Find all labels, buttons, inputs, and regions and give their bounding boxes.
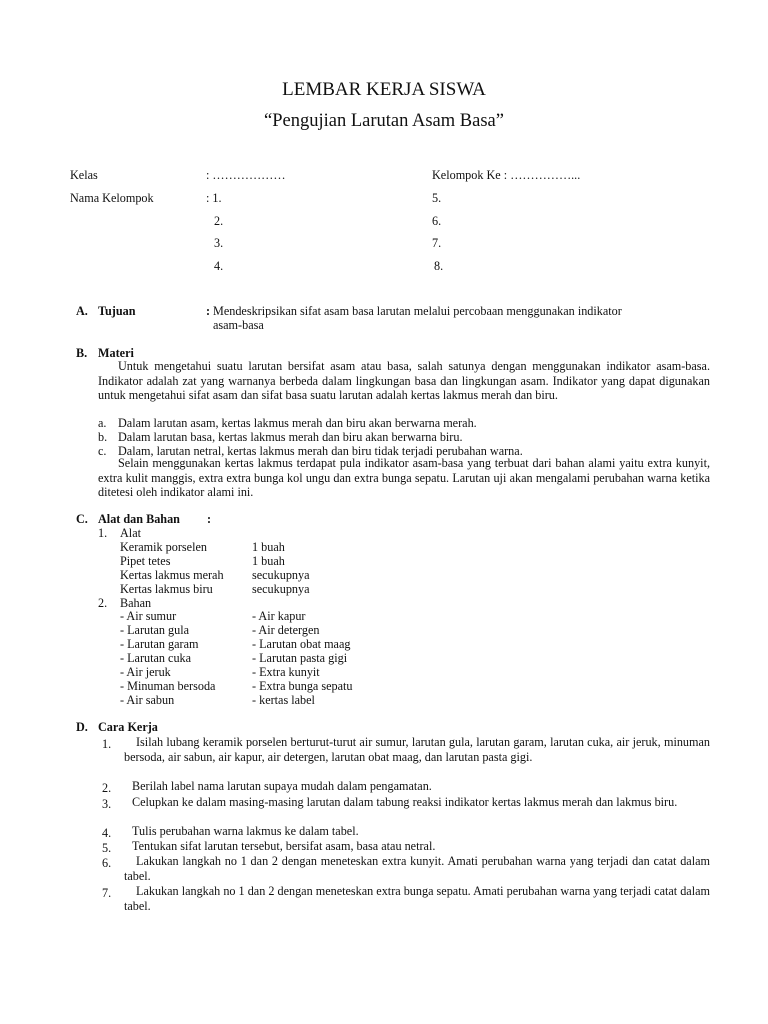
list-marker: b. (98, 430, 108, 444)
list-item: Dalam larutan basa, kertas lakmus merah dan biru akan berwarna biru. (118, 430, 463, 444)
alat-name: Kertas lakmus merah (120, 568, 224, 582)
list-marker: 2. (98, 596, 108, 610)
bahan-item: - Larutan gula (120, 623, 190, 637)
materi-paragraph: Untuk mengetahui suatu larutan bersifat asam atau basa, salah satunya dengan menggunakan indikator asam-basa. Indikator adalah zat yang warnanya berbeda dalam lingkungan basa dan lingkungan asam. Indikator yang dapat digunakan untuk mengetahui sifat asam dan sifat basa suatu larutan adalah kertas lakmus merah dan biru. (98, 359, 710, 403)
bahan-item: - Air sumur (120, 609, 177, 623)
list-item: Dalam, larutan netral, kertas lakmus merah dan biru tidak terjadi perubahan warna. (118, 444, 523, 458)
tujuan-text: Mendeskripsikan sifat asam basa larutan melalui percobaan menggunakan indikator (213, 304, 622, 318)
tujuan-heading: Tujuan (98, 304, 136, 318)
bahan-item: - Larutan cuka (120, 651, 192, 665)
alat-qty: secukupnya (252, 568, 310, 582)
materi-heading: Materi (98, 346, 134, 360)
bahan-item: - Minuman bersoda (120, 679, 216, 693)
bahan-item: - Air kapur (252, 609, 306, 623)
bahan-item: - Air jeruk (120, 665, 171, 679)
list-marker: 1. (98, 526, 108, 540)
step-number: 1. (102, 737, 112, 751)
member-slot: 2. (214, 214, 224, 228)
member-slot: 3. (214, 236, 224, 250)
step-number: 7. (102, 886, 112, 900)
bahan-item: - Larutan pasta gigi (252, 651, 348, 665)
bahan-item: - Larutan garam (120, 637, 199, 651)
kelompok-ke: Kelompok Ke : ……………... (432, 168, 581, 182)
alat-bahan-heading: Alat dan Bahan (98, 512, 180, 526)
cara-kerja-heading: Cara Kerja (98, 720, 158, 734)
alat-qty: 1 buah (252, 540, 285, 554)
tujuan-colon: : (206, 304, 211, 318)
document-title: LEMBAR KERJA SISWA (282, 79, 486, 100)
step-text: Celupkan ke dalam masing-masing larutan dalam tabung reaksi indikator kertas lakmus merah dan lakmus biru. (132, 795, 678, 809)
document-subtitle: “Pengujian Larutan Asam Basa” (264, 111, 504, 131)
step-text: Tulis perubahan warna lakmus ke dalam tabel. (132, 824, 359, 838)
list-item: Dalam larutan asam, kertas lakmus merah dan biru akan berwarna merah. (118, 416, 477, 430)
step-text: Tentukan sifat larutan tersebut, bersifat asam, basa atau netral. (132, 839, 436, 853)
bahan-item: - Air detergen (252, 623, 320, 637)
member-slot: 4. (214, 259, 224, 273)
nama-kelompok-label: Nama Kelompok (70, 191, 154, 205)
section-letter: D. (76, 720, 88, 734)
kelas-label: Kelas (70, 168, 98, 182)
alat-qty: secukupnya (252, 582, 310, 596)
alat-name: Kertas lakmus biru (120, 582, 213, 596)
step-text: Lakukan langkah no 1 dan 2 dengan meneteskan extra bunga sepatu. Amati perubahan warna yang terjadi catat dalam tabel. (124, 884, 710, 913)
alat-qty: 1 buah (252, 554, 285, 568)
materi-paragraph: Selain menggunakan kertas lakmus terdapat pula indikator asam-basa yang terbuat dari bahan alami yaitu extra kunyit, extra kulit manggis, extra extra bunga kol ungu dan extra bunga sepatu. Larutan uji akan mengalami perubahan warna ketika ditetesi oleh indikator alami ini. (98, 456, 710, 500)
alat-name: Pipet tetes (120, 554, 171, 568)
bahan-item: - Larutan obat maag (252, 637, 351, 651)
bahan-item: - Extra bunga sepatu (252, 679, 353, 693)
step-number: 3. (102, 797, 112, 811)
alat-bahan-colon: : (207, 512, 212, 526)
alat-label: Alat (120, 526, 141, 540)
step-number: 5. (102, 841, 112, 855)
kelas-value: : ……………… (206, 168, 286, 182)
bahan-item: - Extra kunyit (252, 665, 320, 679)
step-text: Isilah lubang keramik porselen berturut-turut air sumur, larutan gula, larutan garam, larutan cuka, air jeruk, minuman bersoda, air sabun, air kapur, air detergen, larutan obat maag, dan larutan pasta gigi. (124, 735, 710, 764)
section-letter: C. (76, 512, 88, 526)
section-letter: A. (76, 304, 88, 318)
list-marker: c. (98, 444, 107, 458)
member-slot: 6. (432, 214, 442, 228)
bahan-item: - Air sabun (120, 693, 175, 707)
alat-name: Keramik porselen (120, 540, 207, 554)
member-slot: : 1. (206, 191, 222, 205)
bahan-item: - kertas label (252, 693, 315, 707)
member-slot: 5. (432, 191, 442, 205)
step-number: 4. (102, 826, 112, 840)
list-marker: a. (98, 416, 107, 430)
member-slot: 8. (434, 259, 444, 273)
step-number: 6. (102, 856, 112, 870)
section-letter: B. (76, 346, 88, 360)
step-text: Berilah label nama larutan supaya mudah dalam pengamatan. (132, 779, 432, 793)
step-text: Lakukan langkah no 1 dan 2 dengan meneteskan extra kunyit. Amati perubahan warna yang terjadi dan catat dalam tabel. (124, 854, 710, 883)
step-number: 2. (102, 781, 112, 795)
member-slot: 7. (432, 236, 442, 250)
tujuan-text: asam-basa (213, 318, 264, 332)
bahan-label: Bahan (120, 596, 152, 610)
